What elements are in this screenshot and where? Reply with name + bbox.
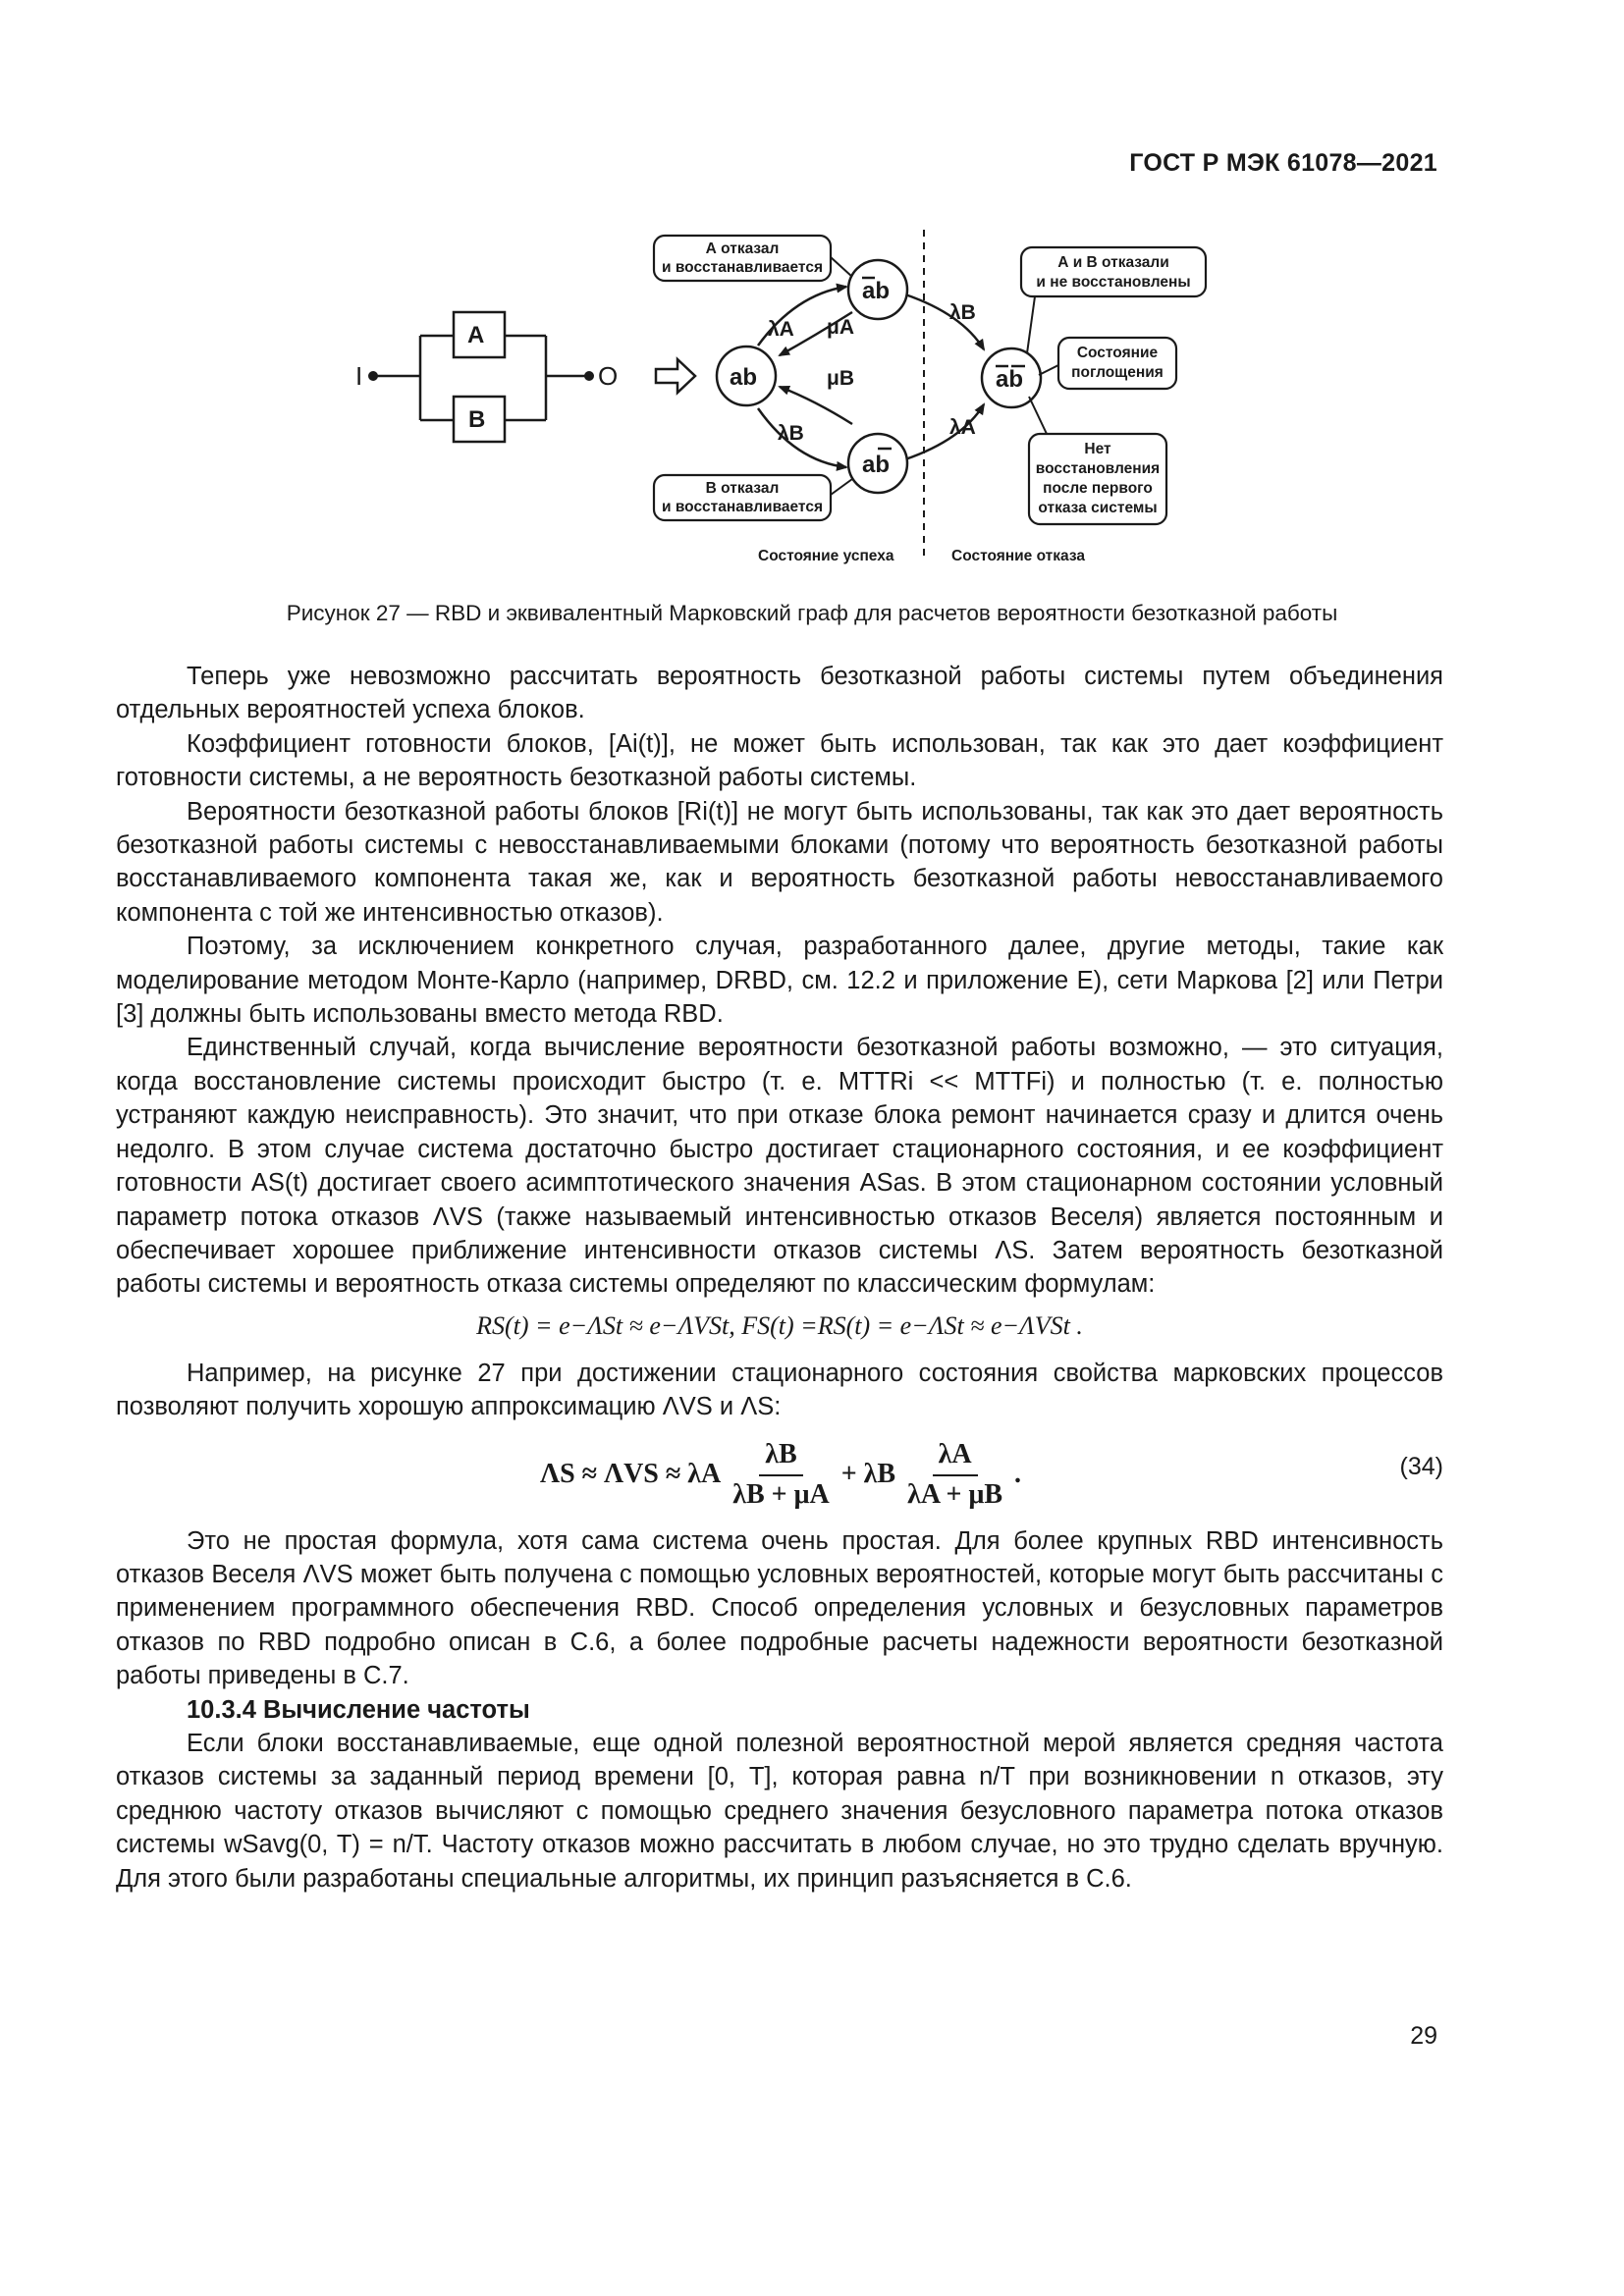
rate-lambda-b-bottom: λB	[778, 422, 804, 445]
rbd-input-label: I	[355, 361, 363, 391]
eq34-lhs: ΛS ≈ ΛVS ≈ λA	[540, 1459, 722, 1490]
eq34-fraction-2	[901, 1438, 1008, 1512]
rate-lambda-a-right: λA	[949, 416, 976, 439]
rbd-output-node	[584, 371, 594, 381]
body-text	[116, 660, 1443, 1896]
rate-lambda-b-right: λB	[949, 301, 976, 324]
state-a-bbar-label: ab	[862, 452, 891, 478]
eq34-fraction-1	[727, 1438, 835, 1512]
eq34-den2: λA + μB	[907, 1478, 1003, 1510]
document-header: ГОСТ Р МЭК 61078—2021	[1129, 149, 1437, 177]
paragraph-8: Если блоки восстанавливаемые, еще одной полезной вероятностной мерой является средняя частота отказов системы за заданный период времени [0, T], которая равна n/T при возникновении n отказов, эту среднюю частоту отказов вычисляют с помощью среднего значения безусловного параметра потока отказов системы wSavg(0, T) = n/T. Частоту отказов можно рассчитать в любом случае, но это трудно сделать вручную. Для этого были разработаны специальные алгоритмы, их принцип разъясняется в С.6.	[116, 1729, 1443, 1893]
equation-number: (34)	[1399, 1452, 1443, 1480]
rbd-output-label: O	[598, 361, 619, 391]
state-abar-bbar-label: ab	[996, 366, 1024, 393]
paragraph-7: Это не простая формула, хотя сама система очень простая. Для более крупных RBD интенсивность отказов Веселя ΛVS может быть получена с помощью условных вероятностей, которые могут быть рассчитаны с применением программного обеспечения RBD. Способ определения условных и безусловных параметров отказов по RBD подробно описан в С.6, а более подробные расчеты надежности вероятности безотказной работы приведены в С.7.	[116, 1526, 1443, 1690]
callout-b-failed-line2: и восстанавливается	[662, 499, 823, 515]
page-number: 29	[1410, 2022, 1437, 2050]
reliability-formula: RS(t) = e−ΛSt ≈ e−ΛVSt, FS(t) =RS(t) = e−ΛSt ≈ e−ΛVSt .	[476, 1310, 1083, 1340]
paragraph-2: Коэффициент готовности блоков, [Ai(t)], не может быть использован, так как это дает коэффициент готовности системы, а не вероятность безотказной работы системы.	[116, 729, 1443, 792]
callout-absorbing-line2: поглощения	[1071, 364, 1164, 381]
equation-34	[116, 1428, 1443, 1522]
rate-mu-a: μA	[827, 316, 855, 339]
region-success-label: Состояние успеха	[758, 548, 894, 564]
callout-a-failed-line2: и восстанавливается	[662, 259, 823, 276]
paragraph-3: Вероятности безотказной работы блоков [Ri(t)] не могут быть использованы, так как это дает вероятность безотказной работы системы с невосстанавливаемыми блоками (потому что вероятность безотказной работы восстанавливаемого компонента такая же, как и вероятность безотказной работы невосстанавливаемого компонента с той же интенсивностью отказов).	[116, 797, 1443, 927]
rbd-block-a-label: A	[467, 322, 485, 348]
section-heading: 10.3.4 Вычисление частоты	[187, 1695, 530, 1724]
callout-a-failed-line1: А отказал	[705, 240, 780, 257]
region-failure-label: Состояние отказа	[951, 548, 1085, 564]
eq34-mid: + λB	[840, 1459, 896, 1490]
equivalence-arrow	[656, 359, 695, 393]
rate-lambda-a-top: λA	[768, 318, 794, 341]
paragraph-5: Единственный случай, когда вычисление вероятности безотказной работы возможно, — это ситуация, когда восстановление системы происходит быстро (т. е. MTTRi << MTTFi) и полностью (т. е. полностью устраняют каждую неисправность). Это значит, что при отказе блока ремонт начинается сразу и длится очень недолго. В этом случае система достаточно быстро достигает стационарного состояния, и ее коэффициент готовности AS(t) достигает своего асимптотического значения ASas. В этом стационарном состоянии условный параметр потока отказов ΛVS (также называемый интенсивностью отказов Веселя) является постоянным и обеспечивает хорошее приближение интенсивности отказов системы ΛS. Затем вероятность безотказной работы системы и вероятность отказа системы определяют по классическим формулам:	[116, 1034, 1443, 1299]
rate-mu-b: μB	[827, 367, 855, 390]
callout-no-repair-line4: отказа системы	[1038, 500, 1158, 516]
callout-ab-failed-line2: и не восстановлены	[1036, 274, 1191, 291]
rbd-block-b-label: B	[468, 406, 486, 433]
figure-caption: Рисунок 27 — RBD и эквивалентный Марковский граф для расчетов вероятности безотказной работы	[286, 601, 1338, 625]
eq34-num1: λB	[759, 1438, 802, 1475]
paragraph-6: Например, на рисунке 27 при достижении стационарного состояния свойства марковских процессов позволяют получить хорошую аппроксимацию ΛVS и ΛS:	[116, 1359, 1443, 1421]
rbd-input-node	[368, 371, 378, 381]
eq34-den1: λB + μA	[732, 1478, 830, 1510]
paragraph-4: Поэтому, за исключением конкретного случая, разработанного далее, другие методы, такие как моделирование методом Монте-Карло (например, DRBD, см. 12.2 и приложение Е), сети Маркова [2] или Петри [3] должны быть использованы вместо метода RBD.	[116, 933, 1443, 1029]
callout-no-repair-line1: Нет	[1084, 441, 1111, 457]
callout-absorbing-line1: Состояние	[1076, 345, 1159, 361]
figure-27	[0, 0, 1624, 589]
callout-b-failed-line1: В отказал	[705, 480, 780, 497]
paragraph-1: Теперь уже невозможно рассчитать вероятность безотказной работы системы путем объединения отдельных вероятностей успеха блоков.	[116, 663, 1443, 724]
state-ab-label: ab	[730, 364, 758, 391]
eq34-end: .	[1014, 1459, 1022, 1490]
callout-ab-failed-line1: А и В отказали	[1057, 254, 1169, 271]
transition-mu-b	[780, 387, 852, 424]
state-abar-b-label: ab	[862, 278, 891, 304]
callout-no-repair-line3: после первого	[1043, 480, 1153, 497]
callout-no-repair-line2: восстановления	[1035, 460, 1161, 477]
eq34-num2: λA	[933, 1438, 978, 1475]
